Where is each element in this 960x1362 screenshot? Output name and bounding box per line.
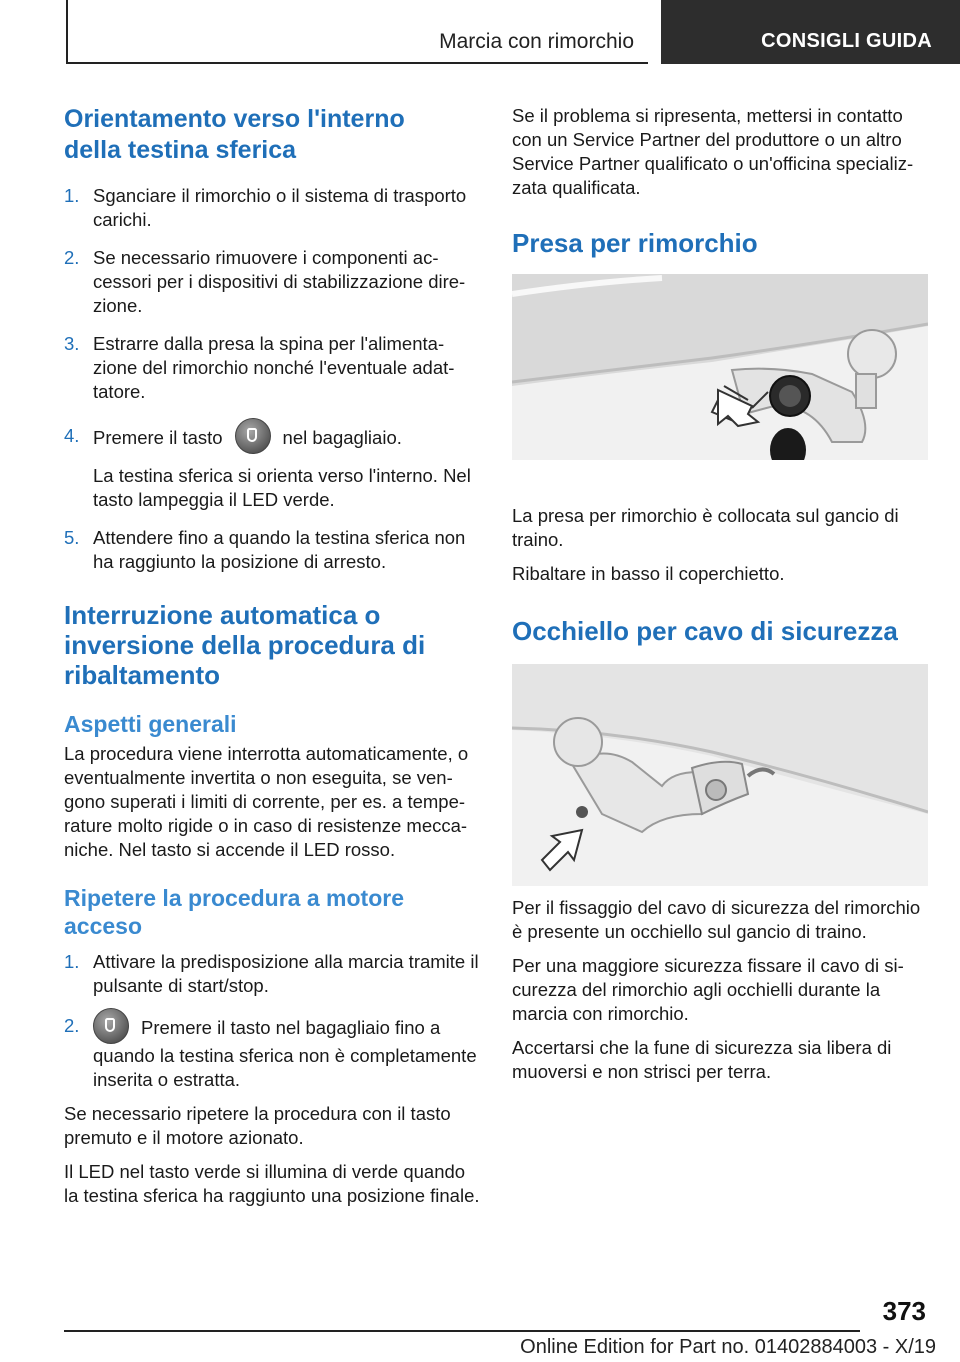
right-column — [512, 104, 928, 1084]
paragraph: Per il fissaggio del cavo di sicurezza del rimorchio è presente un occhiello sul gancio di traino. — [512, 897, 921, 942]
section-title: Marcia con rimorchio — [439, 30, 634, 53]
list-item — [64, 1014, 482, 1092]
paragraph: Accertarsi che la fune di sicurezza sia libera di muoversi e non strisci per terra. — [512, 1037, 892, 1082]
list-item — [64, 246, 482, 318]
trailer-socket-illustration — [512, 274, 928, 460]
heading-interruption: Interruzione automatica o inversione della procedura di ribaltamento — [64, 600, 426, 690]
step-text: nel bagagliaio. — [282, 426, 402, 448]
step-text: Sganciare il rimorchio o il sistema di trasporto carichi. — [93, 185, 467, 230]
step-number: 3. — [64, 333, 80, 354]
step-number: 2. — [64, 1015, 80, 1036]
footer-divider — [64, 1330, 860, 1332]
step-number: 1. — [64, 185, 80, 206]
steps-orientation — [64, 184, 482, 574]
towbar-button-icon — [235, 418, 271, 454]
paragraph: Se il problema si ripresenta, mettersi in contatto con un Service Partner del produttore o un altro Service Partner qualificato o un'officina specializzata qualificata. — [512, 105, 914, 198]
heading-orientation: Orientamento verso l'interno della testina sferica — [64, 105, 405, 164]
paragraph: Il LED nel tasto verde si illumina di verde quando la testina sferica ha raggiunto una posizione finale. — [64, 1161, 480, 1206]
step-text: Estrarre dalla presa la spina per l'alimentazione del rimorchio nonché l'eventuale adattatore. — [93, 333, 455, 402]
paragraph: La presa per rimorchio è collocata sul gancio di traino. — [512, 505, 899, 550]
towbar-button-icon — [93, 1008, 129, 1044]
paragraph: Se necessario ripetere la procedura con il tasto premuto e il motore azionato. — [64, 1103, 451, 1148]
paragraph: Ribaltare in basso il coperchietto. — [512, 563, 785, 584]
list-item — [64, 526, 482, 574]
step-number: 5. — [64, 527, 80, 548]
list-item — [64, 184, 482, 232]
step-text: Attivare la predisposizione alla marcia tramite il pulsante di start/stop. — [93, 951, 479, 996]
paragraph: Per una maggiore sicurezza fissare il cavo di sicurezza del rimorchio agli occhielli durante la marcia con rimorchio. — [512, 955, 904, 1024]
chapter-title: CONSIGLI GUIDA — [761, 30, 932, 52]
step-text: Premere il tasto nel bagagliaio fino a quando la testina sferica non è completamente inserita o estratta. — [93, 1016, 477, 1090]
paragraph: La procedura viene interrotta automaticamente, o eventualmente invertita o non eseguita, se vengono superati i limiti di corrente, per es. a temperature molto rigide o in caso di resistenze meccaniche. Nel tasto si accende il LED rosso. — [64, 743, 469, 860]
step-number: 2. — [64, 247, 80, 268]
chapter-tab[interactable] — [661, 0, 960, 64]
heading-socket: Presa per rimorchio — [512, 228, 758, 258]
heading-eyelet: Occhiello per cavo di sicurezza — [512, 616, 898, 646]
step-result: La testina sferica si orienta verso l'interno. Nel tasto lampeggia il LED verde. — [93, 465, 471, 510]
step-text: Attendere fino a quando la testina sferica non ha raggiunto la posizione di arresto. — [93, 527, 466, 572]
step-number: 4. — [64, 425, 80, 446]
page-number: 373 — [882, 1296, 926, 1326]
list-item — [64, 424, 482, 512]
steps-repeat — [64, 950, 482, 1092]
heading-repeat: Ripetere la procedura a motore acceso — [64, 885, 404, 939]
heading-general: Aspetti generali — [64, 711, 237, 737]
step-number: 1. — [64, 951, 80, 972]
left-column — [64, 104, 482, 1208]
safety-cable-eyelet-illustration — [512, 664, 928, 886]
step-text: Premere il tasto — [93, 426, 223, 448]
edition-info: Online Edition for Part no. 01402884003 - X/19 — [520, 1336, 936, 1358]
header-section — [68, 0, 648, 64]
list-item — [64, 950, 482, 998]
step-text: Se necessario rimuovere i componenti accessori per i dispositivi di stabilizzazione direzione. — [93, 247, 466, 316]
list-item — [64, 332, 482, 404]
